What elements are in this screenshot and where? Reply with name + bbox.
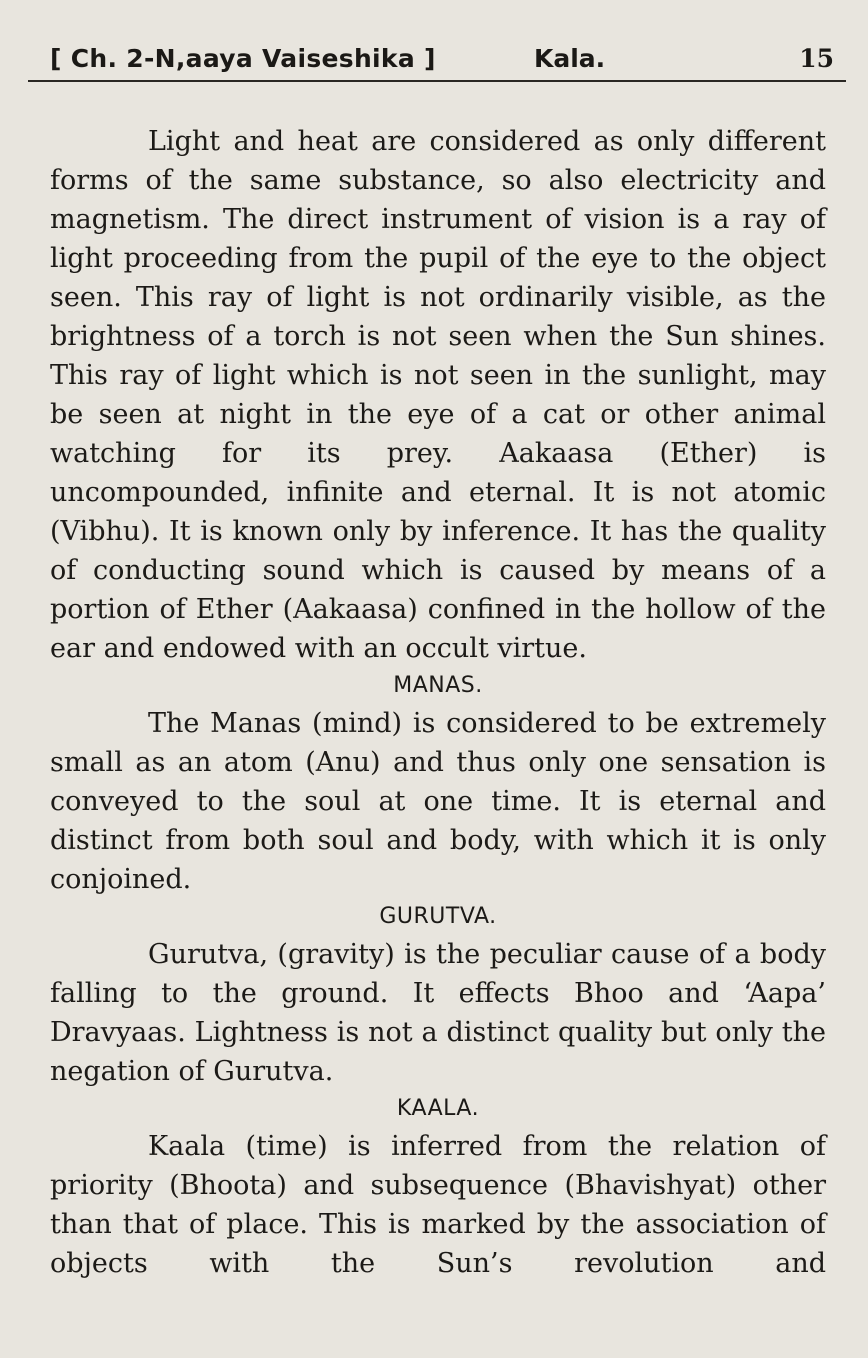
header-rule [28, 80, 846, 82]
running-head [28, 38, 846, 78]
paragraph-manas: The Manas (mind) is considered to be extremely small as an atom (Anu) and thus only one sensation is conveyed to the soul at one time. It is eternal and distinct from both soul and body, with which it is only conjoined. [50, 708, 826, 895]
paragraph-kaala: Kaala (time) is inferred from the relation of priority (Bhoota) and subsequence (Bhavishyat) other than that of place. This is marked by the association of objects with the Sun’s revolution and [50, 1131, 826, 1279]
paragraph-gurutva: Gurutva, (gravity) is the peculiar cause of a body falling to the ground. It effects Bhoo and ‘Aapa’ Dravyaas. Lightness is not a distinct quality but only the negation of Gurutva. [50, 939, 826, 1087]
page-number: 15 [799, 44, 834, 73]
chapter-title: [ Ch. 2-N,aaya Vaiseshika ] [50, 44, 436, 73]
paragraph-light-heat: Light and heat are considered as only different forms of the same substance, so also electricity and magnetism. The direct instrument of vision is a ray of light proceeding from the pupil of the eye to the object seen. This ray of light is not ordinarily visible, as the brightness of a torch is not seen when the Sun shines. This ray of light which is not seen in the sunlight, may be seen at night in the eye of a cat or other animal watching for its prey. Aakaasa (Ether) is uncompounded, infinite and eternal. It is not atomic (Vibhu). It is known only by inference. It has the quality of conducting sound which is caused by means of a portion of Ether (Aakaasa) confined in the hollow of the ear and endowed with an occult virtue. [50, 126, 826, 664]
heading-manas: MANAS. [393, 673, 483, 698]
heading-kaala: KAALA. [396, 1096, 480, 1121]
page-body [50, 122, 826, 1283]
section-title: Kala. [534, 44, 606, 73]
heading-gurutva: GURUTVA. [379, 904, 497, 929]
